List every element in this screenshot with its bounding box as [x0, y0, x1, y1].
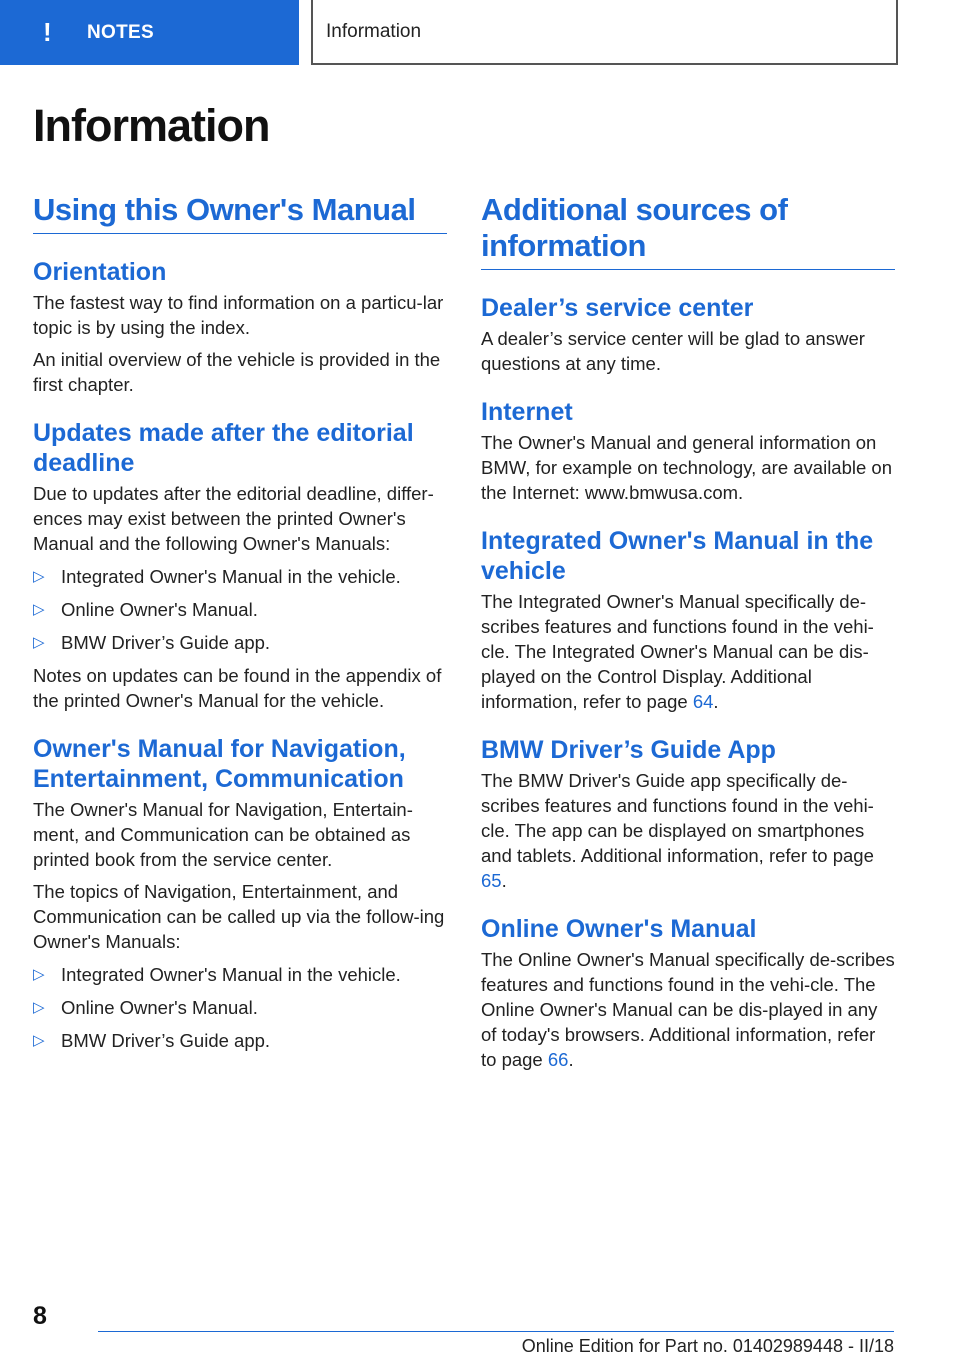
section-label: NOTES	[87, 21, 154, 43]
right-column	[481, 192, 895, 1072]
section-tab-notes[interactable]	[0, 0, 299, 65]
paragraph: An initial overview of the vehicle is provided in the first chapter.	[33, 349, 441, 395]
heading-dealer: Dealer’s service center	[481, 294, 754, 322]
list-item: ▷ Online Owner's Manual.	[33, 997, 258, 1018]
paragraph: A dealer’s service center will be glad to answer questions at any time.	[481, 328, 865, 374]
footer-divider	[98, 1331, 894, 1332]
paragraph: Due to updates after the editorial deadline, differ-ences may exist between the printed Owner's Manual and the following Owner's Manuals:	[33, 483, 434, 554]
paragraph: The topics of Navigation, Entertainment, and Communication can be called up via the follow-ing Owner's Manuals:	[33, 881, 445, 952]
topic-tab	[311, 0, 898, 65]
page-number: 8	[33, 1302, 47, 1330]
paragraph: The BMW Driver's Guide app specifically de-scribes features and functions found in the vehi-cle. The app can be displayed on smartphones and tablets. Additional information, refer to page 65.	[481, 770, 874, 891]
bullet-list	[33, 962, 447, 1053]
left-column	[33, 192, 447, 1061]
page-link[interactable]: 66	[547, 1049, 569, 1070]
section-title-additional-sources: Additional sources of information	[481, 192, 895, 270]
exclamation-icon: !	[43, 17, 52, 47]
paragraph: The Online Owner's Manual specifically de-scribes features and functions found in the vehi-cle. The Online Owner's Manual can be dis-played in any of today's browsers. Additional information, refer to page 66.	[481, 949, 895, 1070]
page-title: Information	[33, 100, 270, 151]
paragraph: The fastest way to find information on a particu-lar topic is by using the index.	[33, 292, 444, 338]
bullet-triangle-icon: ▷	[33, 1032, 45, 1049]
list-item: ▷ BMW Driver’s Guide app.	[33, 632, 271, 653]
list-item: ▷ BMW Driver’s Guide app.	[33, 1030, 271, 1051]
heading-integrated-manual: Integrated Owner's Manual in the vehicle	[481, 527, 874, 585]
heading-drivers-guide: BMW Driver’s Guide App	[481, 736, 776, 764]
topic-label: Information	[326, 20, 422, 42]
list-item: ▷ Integrated Owner's Manual in the vehicle.	[33, 566, 401, 587]
heading-updates: Updates made after the editorial deadline	[33, 419, 414, 477]
bullet-triangle-icon: ▷	[33, 568, 45, 585]
bullet-triangle-icon: ▷	[33, 999, 45, 1016]
page-link[interactable]: 64	[692, 691, 714, 712]
page-link[interactable]: 65	[481, 870, 502, 891]
bullet-list	[33, 564, 447, 655]
list-item: ▷ Online Owner's Manual.	[33, 599, 258, 620]
footer-edition: Online Edition for Part no. 01402989448 - II/18	[521, 1336, 894, 1356]
bullet-triangle-icon: ▷	[33, 966, 45, 983]
paragraph: The Owner's Manual and general information on BMW, for example on technology, are available on the Internet: www.bmwusa.com.	[481, 432, 892, 503]
paragraph: The Owner's Manual for Navigation, Entertain-ment, and Communication can be obtained as printed book from the service center.	[33, 799, 413, 870]
heading-orientation: Orientation	[33, 258, 167, 286]
bullet-triangle-icon: ▷	[33, 601, 45, 618]
list-item: ▷ Integrated Owner's Manual in the vehicle.	[33, 964, 401, 985]
section-title-using-manual: Using this Owner's Manual	[33, 192, 447, 234]
paragraph: Notes on updates can be found in the appendix of the printed Owner's Manual for the vehicle.	[33, 665, 442, 711]
paragraph: The Integrated Owner's Manual specifically de-scribes features and functions found in the vehi-cle. The Integrated Owner's Manual can be dis-played on the Control Display. Additional information, refer to page 64.	[481, 591, 874, 712]
heading-navigation-manual: Owner's Manual for Navigation, Entertainment, Communication	[33, 735, 406, 793]
bullet-triangle-icon: ▷	[33, 634, 45, 651]
heading-internet: Internet	[481, 398, 573, 426]
heading-online-manual: Online Owner's Manual	[481, 915, 757, 943]
